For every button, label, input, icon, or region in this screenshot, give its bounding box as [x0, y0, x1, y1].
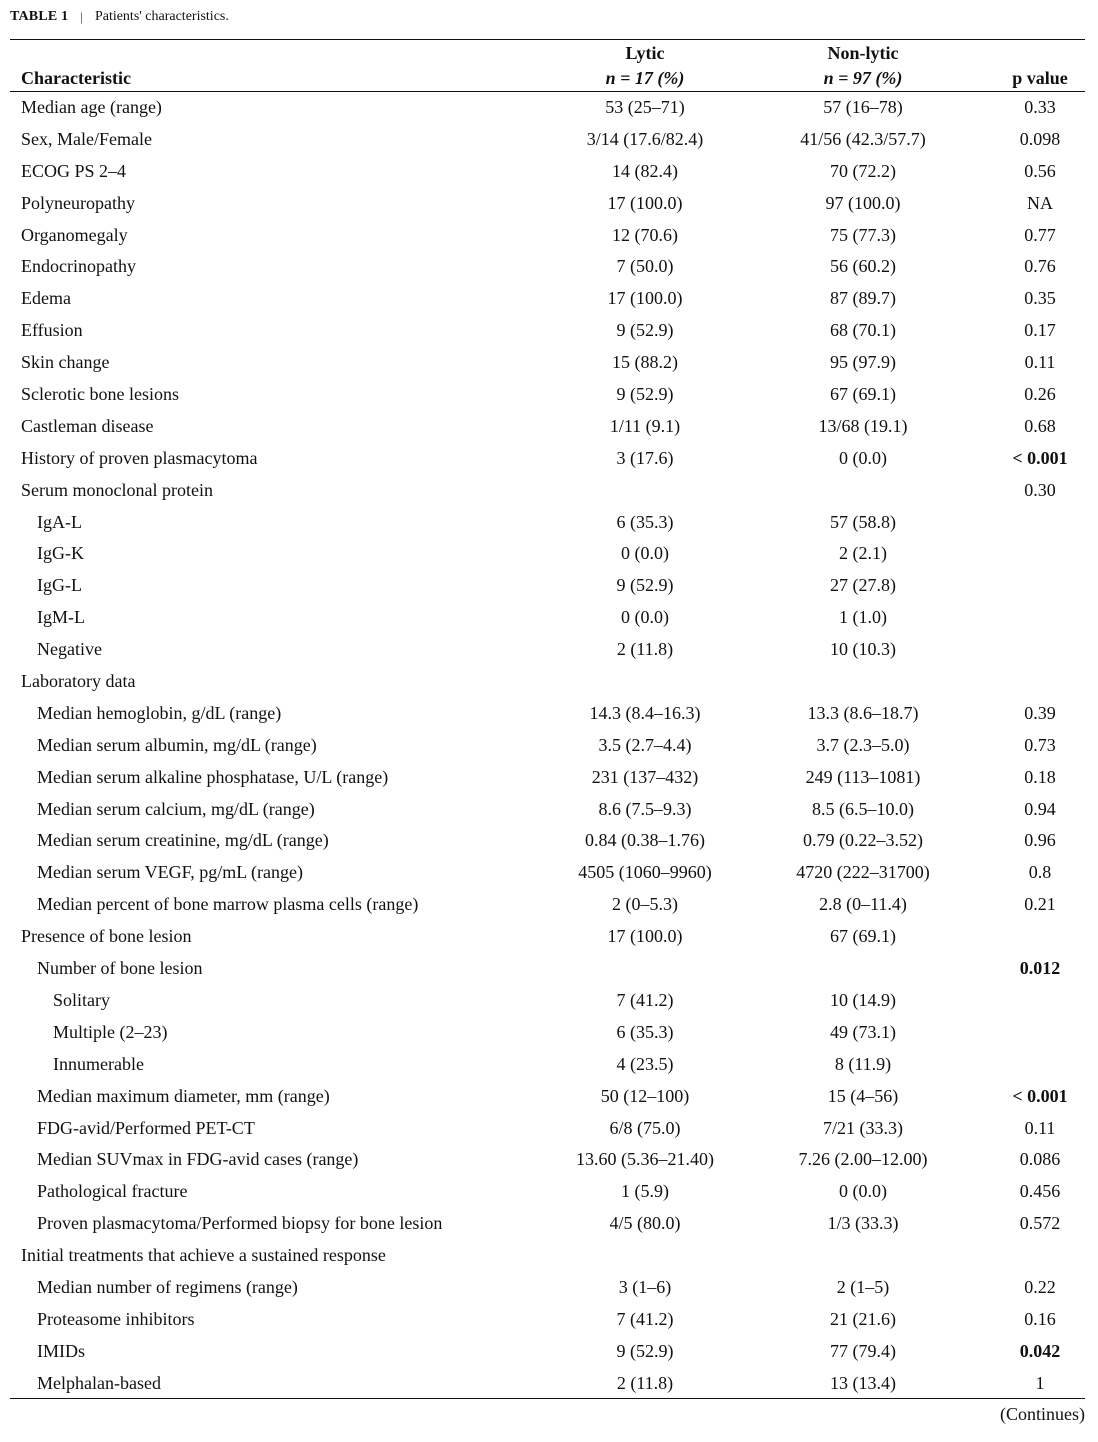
cell-lytic: 3.5 (2.7–4.4) — [598, 734, 692, 755]
cell-pvalue: 0.26 — [1024, 384, 1056, 405]
cell-lytic: 9 (52.9) — [616, 384, 674, 405]
table-row — [0, 379, 1098, 411]
cell-nonlytic: 70 (72.2) — [830, 160, 896, 181]
cell-characteristic: IgG-L — [37, 575, 82, 596]
cell-characteristic: Multiple (2–23) — [53, 1021, 168, 1042]
cell-lytic: 17 (100.0) — [607, 192, 683, 213]
table-row — [0, 889, 1098, 921]
table-label: TABLE 1 — [10, 9, 69, 24]
cell-pvalue: 0.11 — [1024, 352, 1056, 373]
table-row — [0, 1336, 1098, 1368]
cell-nonlytic: 13/68 (19.1) — [818, 415, 908, 436]
cell-lytic: 4/5 (80.0) — [609, 1213, 681, 1234]
cell-characteristic: Laboratory data — [21, 671, 136, 692]
cell-characteristic: Number of bone lesion — [37, 958, 203, 979]
table-row — [0, 443, 1098, 475]
table-row — [0, 1208, 1098, 1240]
cell-lytic: 53 (25–71) — [605, 97, 685, 117]
cell-nonlytic: 7/21 (33.3) — [823, 1117, 903, 1138]
cell-lytic: 231 (137–432) — [591, 766, 699, 787]
cell-nonlytic: 2 (1–5) — [836, 1276, 890, 1297]
cell-nonlytic: 2 (2.1) — [839, 543, 887, 564]
cell-pvalue: 0.16 — [1024, 1308, 1056, 1329]
cell-pvalue: NA — [1027, 192, 1053, 213]
cell-characteristic: Initial treatments that achieve a sustained response — [21, 1245, 386, 1266]
table-row — [0, 921, 1098, 953]
cell-lytic: 50 (12–100) — [600, 1085, 690, 1106]
cell-nonlytic: 95 (97.9) — [830, 352, 896, 373]
cell-pvalue: 0.76 — [1024, 256, 1056, 277]
cell-lytic: 13.60 (5.36–21.40) — [576, 1149, 714, 1170]
table-row — [0, 251, 1098, 283]
cell-pvalue: 0.94 — [1024, 798, 1056, 819]
cell-nonlytic: 0 (0.0) — [839, 447, 887, 468]
table-row — [0, 857, 1098, 889]
table-row — [0, 538, 1098, 570]
header-lytic — [545, 41, 745, 91]
cell-characteristic: Skin change — [21, 352, 110, 373]
cell-pvalue: 0.8 — [1028, 862, 1052, 883]
cell-characteristic: Proven plasmacytoma/Performed biopsy for bone lesion — [37, 1213, 443, 1234]
cell-lytic: 0 (0.0) — [621, 543, 669, 564]
cell-characteristic: Castleman disease — [21, 415, 154, 436]
cell-pvalue: 0.96 — [1024, 830, 1056, 851]
table-row — [0, 124, 1098, 156]
header-nonlytic-title: Non-lytic — [827, 43, 899, 63]
cell-lytic: 8.6 (7.5–9.3) — [598, 798, 692, 819]
table-row — [0, 602, 1098, 634]
header-nonlytic-n-label: n = 97 (%) — [823, 68, 903, 88]
cell-nonlytic: 0.79 (0.22–3.52) — [803, 830, 923, 851]
cell-pvalue: 0.456 — [1019, 1181, 1061, 1202]
table-row — [0, 92, 1098, 124]
cell-characteristic: IMIDs — [37, 1340, 85, 1361]
cell-characteristic: Sclerotic bone lesions — [21, 384, 179, 405]
cell-nonlytic: 67 (69.1) — [830, 384, 896, 405]
cell-lytic: 15 (88.2) — [612, 352, 678, 373]
table-row — [0, 794, 1098, 826]
cell-nonlytic: 97 (100.0) — [825, 192, 901, 213]
cell-characteristic: Median number of regimens (range) — [37, 1276, 298, 1297]
cell-characteristic: Edema — [21, 288, 71, 309]
table-row — [0, 1368, 1098, 1400]
cell-lytic: 14 (82.4) — [612, 160, 678, 181]
cell-characteristic: IgM-L — [37, 607, 85, 628]
cell-lytic: 4 (23.5) — [616, 1053, 674, 1074]
cell-lytic: 2 (11.8) — [616, 639, 674, 660]
table-row — [0, 283, 1098, 315]
cell-lytic: 6/8 (75.0) — [609, 1117, 681, 1138]
cell-characteristic: Median age (range) — [21, 97, 162, 117]
cell-characteristic: Median percent of bone marrow plasma cells (range) — [37, 894, 419, 915]
cell-characteristic: Endocrinopathy — [21, 256, 136, 277]
header-lytic-n-label: n = 17 (%) — [605, 68, 685, 88]
cell-characteristic: Presence of bone lesion — [21, 926, 192, 947]
cell-nonlytic: 75 (77.3) — [830, 224, 896, 245]
cell-lytic: 4505 (1060–9960) — [578, 862, 712, 883]
cell-nonlytic: 10 (10.3) — [830, 639, 896, 660]
cell-nonlytic: 67 (69.1) — [830, 926, 896, 947]
cell-lytic: 3 (1–6) — [618, 1276, 672, 1297]
header-nonlytic — [763, 41, 963, 91]
table-row — [0, 220, 1098, 252]
cell-pvalue: < 0.001 — [1012, 447, 1068, 468]
cell-pvalue: 0.11 — [1024, 1117, 1056, 1138]
cell-pvalue: 0.012 — [1019, 958, 1061, 979]
table-row — [0, 1272, 1098, 1304]
cell-lytic: 1/11 (9.1) — [609, 415, 681, 436]
cell-nonlytic: 41/56 (42.3/57.7) — [800, 128, 926, 149]
cell-pvalue: 0.086 — [1019, 1149, 1061, 1170]
table-row — [0, 1049, 1098, 1081]
cell-pvalue: 0.33 — [1024, 97, 1056, 117]
table-header — [0, 40, 1098, 90]
cell-lytic: 3 (17.6) — [616, 447, 674, 468]
cell-pvalue: 0.22 — [1024, 1276, 1056, 1297]
cell-lytic: 7 (50.0) — [616, 256, 674, 277]
table-title: Patients' characteristics. — [94, 9, 229, 24]
cell-lytic: 7 (41.2) — [616, 1308, 674, 1329]
cell-characteristic: IgG-K — [37, 543, 84, 564]
table-caption — [10, 9, 229, 25]
cell-characteristic: Median serum albumin, mg/dL (range) — [37, 734, 317, 755]
cell-pvalue: 0.042 — [1019, 1340, 1061, 1361]
cell-lytic: 14.3 (8.4–16.3) — [589, 702, 701, 723]
cell-characteristic: Pathological fracture — [37, 1181, 188, 1202]
cell-nonlytic: 13.3 (8.6–18.7) — [807, 702, 919, 723]
table-row — [0, 570, 1098, 602]
table-row — [0, 762, 1098, 794]
cell-lytic: 17 (100.0) — [607, 926, 683, 947]
cell-nonlytic: 21 (21.6) — [830, 1308, 896, 1329]
cell-nonlytic: 1 (1.0) — [839, 607, 887, 628]
cell-characteristic: Median serum alkaline phosphatase, U/L (range) — [37, 766, 389, 787]
cell-lytic: 12 (70.6) — [612, 224, 678, 245]
cell-nonlytic: 8 (11.9) — [834, 1053, 892, 1074]
cell-characteristic: IgA-L — [37, 511, 82, 532]
table-row — [0, 347, 1098, 379]
cell-lytic: 2 (0–5.3) — [612, 894, 678, 915]
cell-pvalue: 0.18 — [1024, 766, 1056, 787]
header-nonlytic-n — [763, 66, 963, 91]
table-row — [0, 475, 1098, 507]
cell-characteristic: Negative — [37, 639, 102, 660]
cell-nonlytic: 4720 (222–31700) — [796, 862, 930, 883]
table-row — [0, 1240, 1098, 1272]
cell-lytic: 0.84 (0.38–1.76) — [585, 830, 705, 851]
cell-nonlytic: 8.5 (6.5–10.0) — [812, 798, 914, 819]
cell-characteristic: Median serum VEGF, pg/mL (range) — [37, 862, 304, 883]
cell-lytic: 6 (35.3) — [616, 511, 674, 532]
table-row — [0, 985, 1098, 1017]
cell-lytic: 7 (41.2) — [616, 989, 674, 1010]
table-row — [0, 1144, 1098, 1176]
table-row — [0, 1176, 1098, 1208]
cell-nonlytic: 13 (13.4) — [830, 1372, 896, 1393]
continues-note: (Continues) — [1000, 1404, 1085, 1424]
cell-lytic: 17 (100.0) — [607, 288, 683, 309]
cell-lytic: 1 (5.9) — [621, 1181, 669, 1202]
cell-characteristic: History of proven plasmacytoma — [21, 447, 258, 468]
cell-pvalue: 0.68 — [1024, 415, 1056, 436]
cell-nonlytic: 3.7 (2.3–5.0) — [816, 734, 910, 755]
table-row — [0, 666, 1098, 698]
table-row — [0, 1081, 1098, 1113]
cell-nonlytic: 7.26 (2.00–12.00) — [798, 1149, 928, 1170]
cell-pvalue: 0.30 — [1024, 479, 1056, 500]
cell-characteristic: Serum monoclonal protein — [21, 479, 213, 500]
cell-lytic: 3/14 (17.6/82.4) — [586, 128, 704, 149]
cell-characteristic: FDG-avid/Performed PET-CT — [37, 1117, 255, 1138]
cell-nonlytic: 57 (58.8) — [830, 511, 896, 532]
cell-pvalue: 0.73 — [1024, 734, 1056, 755]
table-row — [0, 825, 1098, 857]
cell-nonlytic: 68 (70.1) — [830, 320, 896, 341]
table-row — [0, 698, 1098, 730]
cell-nonlytic: 77 (79.4) — [830, 1340, 896, 1361]
table-bottom-rule — [10, 1398, 1085, 1399]
cell-characteristic: Effusion — [21, 320, 83, 341]
cell-characteristic: Melphalan-based — [37, 1372, 161, 1393]
cell-nonlytic: 27 (27.8) — [830, 575, 896, 596]
cell-pvalue: 1 — [1035, 1372, 1045, 1393]
header-lytic-n — [545, 66, 745, 91]
table-row — [0, 634, 1098, 666]
cell-nonlytic: 57 (16–78) — [823, 97, 903, 117]
cell-lytic: 9 (52.9) — [616, 1340, 674, 1361]
header-lytic-title: Lytic — [625, 43, 665, 63]
cell-lytic: 9 (52.9) — [616, 575, 674, 596]
table-row — [0, 730, 1098, 762]
cell-nonlytic: 15 (4–56) — [827, 1085, 899, 1106]
cell-characteristic: Polyneuropathy — [21, 192, 135, 213]
cell-nonlytic: 87 (89.7) — [830, 288, 896, 309]
cell-characteristic: Proteasome inhibitors — [37, 1308, 195, 1329]
table-row — [0, 411, 1098, 443]
cell-lytic: 0 (0.0) — [621, 607, 669, 628]
cell-pvalue: 0.21 — [1024, 894, 1056, 915]
cell-nonlytic: 2.8 (0–11.4) — [819, 894, 907, 915]
cell-pvalue: 0.39 — [1024, 702, 1056, 723]
cell-characteristic: ECOG PS 2–4 — [21, 160, 127, 181]
table-row — [0, 188, 1098, 220]
cell-characteristic: Sex, Male/Female — [21, 128, 152, 149]
cell-characteristic: Organomegaly — [21, 224, 128, 245]
table-row — [0, 1113, 1098, 1145]
cell-pvalue: 0.098 — [1019, 128, 1061, 149]
table-row — [0, 1017, 1098, 1049]
cell-characteristic: Median SUVmax in FDG-avid cases (range) — [37, 1149, 359, 1170]
header-pvalue: p value — [1012, 68, 1068, 88]
table-body — [0, 92, 1098, 1400]
table-row — [0, 1304, 1098, 1336]
cell-lytic: 2 (11.8) — [616, 1372, 674, 1393]
caption-separator: | — [80, 9, 83, 24]
cell-characteristic: Median hemoglobin, g/dL (range) — [37, 702, 282, 723]
cell-nonlytic: 56 (60.2) — [830, 256, 896, 277]
cell-nonlytic: 1/3 (33.3) — [827, 1213, 899, 1234]
table-row — [0, 156, 1098, 188]
table-row — [0, 315, 1098, 347]
table-row — [0, 507, 1098, 539]
cell-nonlytic: 0 (0.0) — [839, 1181, 887, 1202]
cell-characteristic: Median serum calcium, mg/dL (range) — [37, 798, 315, 819]
cell-characteristic: Solitary — [53, 989, 110, 1010]
table-row — [0, 953, 1098, 985]
cell-characteristic: Median maximum diameter, mm (range) — [37, 1085, 330, 1106]
cell-pvalue: 0.35 — [1024, 288, 1056, 309]
cell-lytic: 6 (35.3) — [616, 1021, 674, 1042]
cell-lytic: 9 (52.9) — [616, 320, 674, 341]
cell-nonlytic: 249 (113–1081) — [805, 766, 921, 787]
cell-pvalue: < 0.001 — [1012, 1085, 1068, 1106]
cell-pvalue: 0.572 — [1019, 1213, 1061, 1234]
cell-nonlytic: 49 (73.1) — [830, 1021, 896, 1042]
cell-pvalue: 0.17 — [1024, 320, 1056, 341]
header-characteristic: Characteristic — [21, 68, 131, 88]
cell-pvalue: 0.56 — [1024, 160, 1056, 181]
cell-characteristic: Median serum creatinine, mg/dL (range) — [37, 830, 329, 851]
cell-pvalue: 0.77 — [1024, 224, 1056, 245]
cell-nonlytic: 10 (14.9) — [830, 989, 896, 1010]
cell-characteristic: Innumerable — [53, 1053, 144, 1074]
